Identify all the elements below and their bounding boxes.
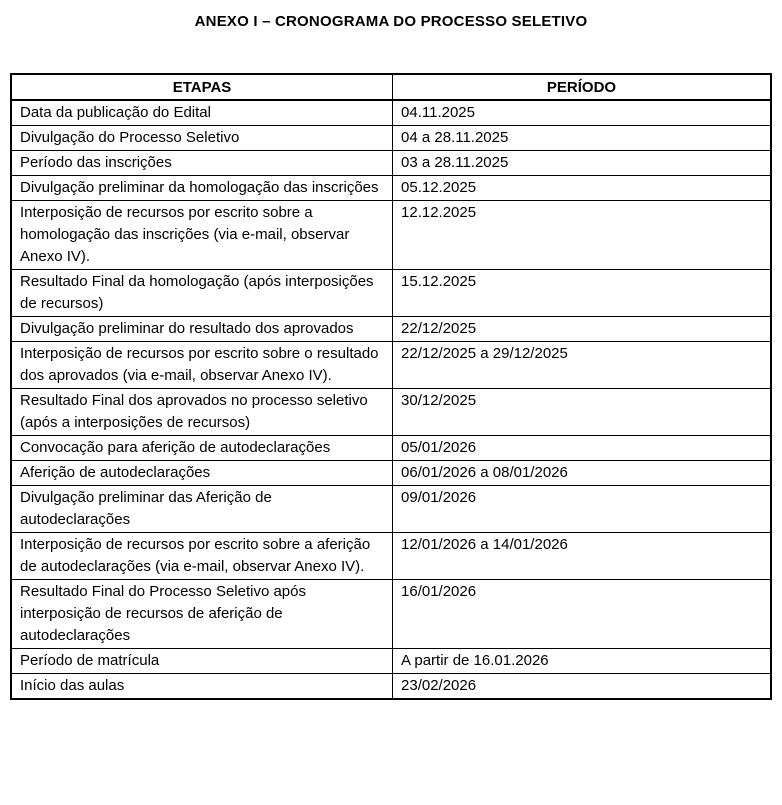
- periodo-cell: 16/01/2026: [393, 580, 771, 649]
- table-row: [11, 317, 771, 342]
- header-periodo: PERÍODO: [393, 74, 771, 100]
- periodo-cell: A partir de 16.01.2026: [393, 649, 771, 674]
- periodo-cell: 30/12/2025: [393, 389, 771, 436]
- etapa-cell: Data da publicação do Edital: [11, 100, 393, 126]
- periodo-cell: 15.12.2025: [393, 270, 771, 317]
- table-row: [11, 389, 771, 436]
- periodo-cell: 12.12.2025: [393, 201, 771, 270]
- table-row: [11, 126, 771, 151]
- table-row: [11, 151, 771, 176]
- etapa-cell: Resultado Final da homologação (após interposições de recursos): [11, 270, 393, 317]
- etapa-cell: Resultado Final do Processo Seletivo após interposição de recursos de aferição de autodeclarações: [11, 580, 393, 649]
- periodo-cell: 12/01/2026 a 14/01/2026: [393, 533, 771, 580]
- schedule-table-header: [11, 74, 771, 100]
- periodo-cell: 22/12/2025: [393, 317, 771, 342]
- periodo-cell: 04 a 28.11.2025: [393, 126, 771, 151]
- etapa-cell: Divulgação do Processo Seletivo: [11, 126, 393, 151]
- table-row: [11, 342, 771, 389]
- periodo-cell: 06/01/2026 a 08/01/2026: [393, 461, 771, 486]
- periodo-cell: 23/02/2026: [393, 674, 771, 700]
- header-row: [11, 74, 771, 100]
- schedule-table: [10, 73, 772, 700]
- etapa-cell: Início das aulas: [11, 674, 393, 700]
- table-row: [11, 486, 771, 533]
- periodo-cell: 05/01/2026: [393, 436, 771, 461]
- schedule-table-body: [11, 100, 771, 699]
- table-row: [11, 461, 771, 486]
- table-row: [11, 533, 771, 580]
- header-etapas: ETAPAS: [11, 74, 393, 100]
- table-row: [11, 674, 771, 700]
- page-title: ANEXO I – CRONOGRAMA DO PROCESSO SELETIVO: [194, 13, 588, 30]
- etapa-cell: Período das inscrições: [11, 151, 393, 176]
- table-row: [11, 201, 771, 270]
- etapa-cell: Interposição de recursos por escrito sobre o resultado dos aprovados (via e-mail, observar Anexo IV).: [11, 342, 393, 389]
- periodo-cell: 05.12.2025: [393, 176, 771, 201]
- table-row: [11, 176, 771, 201]
- table-row: [11, 580, 771, 649]
- table-row: [11, 100, 771, 126]
- etapa-cell: Convocação para aferição de autodeclarações: [11, 436, 393, 461]
- etapa-cell: Resultado Final dos aprovados no processo seletivo (após a interposições de recursos): [11, 389, 393, 436]
- table-row: [11, 649, 771, 674]
- etapa-cell: Aferição de autodeclarações: [11, 461, 393, 486]
- periodo-cell: 09/01/2026: [393, 486, 771, 533]
- etapa-cell: Divulgação preliminar das Aferição de autodeclarações: [11, 486, 393, 533]
- periodo-cell: 04.11.2025: [393, 100, 771, 126]
- periodo-cell: 22/12/2025 a 29/12/2025: [393, 342, 771, 389]
- etapa-cell: Interposição de recursos por escrito sobre a homologação das inscrições (via e-mail, observar Anexo IV).: [11, 201, 393, 270]
- table-row: [11, 270, 771, 317]
- periodo-cell: 03 a 28.11.2025: [393, 151, 771, 176]
- table-row: [11, 436, 771, 461]
- etapa-cell: Divulgação preliminar da homologação das inscrições: [11, 176, 393, 201]
- etapa-cell: Interposição de recursos por escrito sobre a aferição de autodeclarações (via e-mail, observar Anexo IV).: [11, 533, 393, 580]
- etapa-cell: Período de matrícula: [11, 649, 393, 674]
- etapa-cell: Divulgação preliminar do resultado dos aprovados: [11, 317, 393, 342]
